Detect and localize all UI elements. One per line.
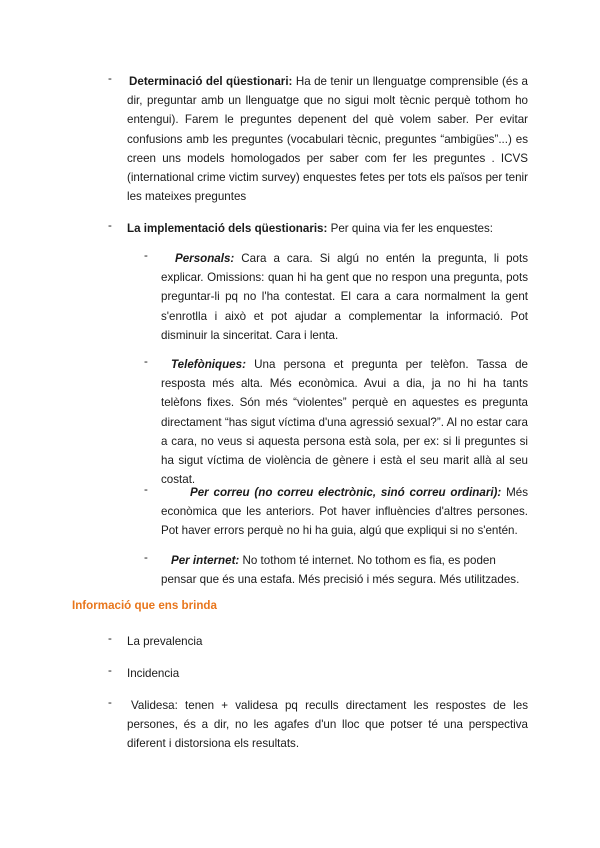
- bullet-dash: -: [108, 632, 112, 645]
- bullet-dash: -: [108, 664, 112, 677]
- bullet-text: La prevalencia: [127, 635, 203, 648]
- bullet-text: [127, 72, 528, 206]
- bullet-item-prevalencia: [108, 632, 528, 651]
- bullet-text: [161, 355, 528, 489]
- section-heading: Informació que ens brinda: [72, 599, 217, 612]
- subitem-telefoniques: [144, 355, 528, 489]
- subitem-personals: [144, 249, 528, 345]
- bullet-label: Determinació del qüestionari:: [129, 75, 293, 88]
- bullet-body: Validesa: tenen + validesa pq reculls directament les respostes de les persones, és a dir, no les agafes d'un lloc que potser té una perspectiva diferent i distorsiona els resultats.: [127, 699, 528, 751]
- bullet-body: Una persona et pregunta per telèfon. Tassa de resposta més alta. Més econòmica. Avui a dia, ja no hi ha tants telèfons fixes. Són més “violentes” perquè en aquestes es pregunta directament “has sigut víctima d'una agressió sexual?”. Al no estar cara a cara, no veus si aquesta persona està sola, per ex: si li preguntes si ha sigut víctima de violència de gènere i està el seu marit allà al seu costat.: [161, 358, 528, 487]
- bullet-dash: -: [108, 72, 112, 85]
- bullet-item-implementacio: [108, 219, 528, 238]
- bullet-label: Per internet:: [171, 554, 240, 567]
- bullet-text: [127, 219, 528, 238]
- bullet-body: Ha de tenir un llenguatge comprensible (és a dir, preguntar amb un llenguatge que no sigui molt tècnic perquè tothom ho entengui). Farem le preguntes depenent del què volem saber. Per evitar confusions amb les preguntes (vocabulari tècnic, preguntes “ambigües”...) es creen uns models homologados per saber com fer les preguntes . ICVS (international crime victim survey) enquestes fetes per tots els països per tenir les mateixes preguntes: [127, 75, 528, 204]
- bullet-dash: -: [144, 355, 148, 368]
- bullet-label: Telefòniques:: [171, 358, 246, 371]
- bullet-body: Per quina via fer les enquestes:: [327, 222, 494, 235]
- bullet-item-incidencia: [108, 664, 528, 683]
- bullet-item-determinacio: [108, 72, 528, 206]
- bullet-body: No tothom té internet. No tothom es fia, es poden pensar que és una estafa. Més precisió i més segura. Més utilitzades.: [161, 554, 520, 587]
- bullet-dash: -: [144, 249, 148, 262]
- bullet-label: Per correu (no correu electrònic, sinó correu ordinari):: [190, 486, 502, 499]
- bullet-text: [127, 696, 528, 754]
- bullet-dash: -: [144, 483, 148, 496]
- bullet-text: Incidencia: [127, 667, 180, 680]
- bullet-body: Cara a cara. Si algú no entén la pregunta, li pots explicar. Omissions: quan hi ha gent que no respon una pregunta, pots preguntar-li pq no l'ha contestat. El cara a cara normalment la gent s'enrotlla i això et pot ajudar a complementar la informació. Pot disminuir la sinceritat. Cara i lenta.: [161, 252, 528, 342]
- bullet-label: Personals:: [175, 252, 235, 265]
- bullet-item-validesa: [108, 696, 528, 754]
- bullet-text: [161, 483, 528, 541]
- bullet-text: [161, 551, 528, 589]
- bullet-text: [161, 249, 528, 345]
- bullet-dash: -: [144, 551, 148, 564]
- bullet-dash: -: [108, 219, 112, 232]
- bullet-dash: -: [108, 696, 112, 709]
- bullet-body: Més econòmica que les anteriors. Pot haver influències d'altres persones. Pot haver errors perquè no hi ha guia, algú que expliqui si no s'entén.: [161, 486, 528, 538]
- bullet-label: La implementació dels qüestionaris:: [127, 222, 328, 235]
- subitem-per-internet: [144, 551, 528, 589]
- subitem-per-correu: [144, 483, 528, 541]
